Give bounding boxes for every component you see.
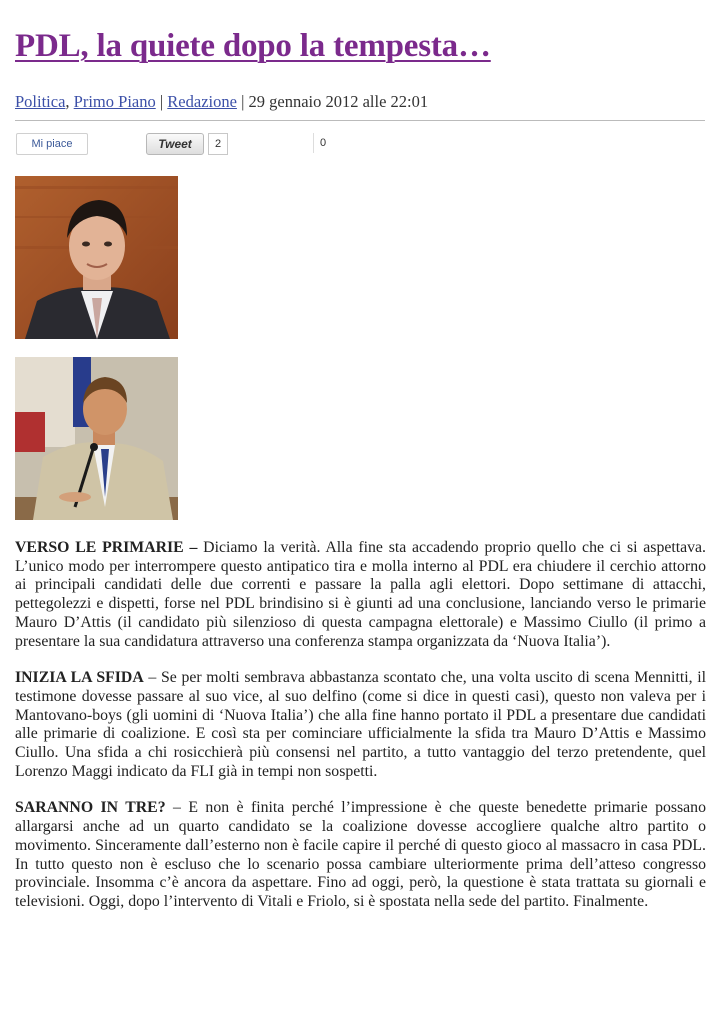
divider — [15, 120, 705, 121]
category-link-primo-piano[interactable]: Primo Piano — [73, 92, 156, 111]
article-body — [15, 539, 706, 930]
meta-separator: | — [236, 92, 249, 111]
like-button[interactable]: Mi piace — [16, 133, 88, 155]
paragraph-text: – Se per molti sembrava abbastanza scontato che, una volta uscito di scena Mennitti, il testimone dovesse passare al suo vice, al suo delfino (come si dice in questi casi), questo non valeva per i Mantovano-boys (gli uomini di ‘Nuova Italia’) che alla fine hanno portato il PDL a presentare due candidati alle primarie di coalizione. E così sta per cominciare ufficialmente la sfida tra Mauro D’Attis e Massimo Ciullo. Una sfida a chi rosicchierà più consensi nel partito, a tutto vantaggio del terzo pretendente, quel Lorenzo Maggi indicato da FLI già in tempi non sospetti. — [15, 669, 707, 780]
paragraph-text: – E non è finita perché l’impressione è che queste benedette primarie possano allargarsi anche ad un quarto candidato se la coalizione dovesse accogliere qualche altro partito o movimento. Sinceramente dall’esterno non è facile capire il perché di questo gioco al massacro in casa PDL. In tutto questo non è escluso che lo scenario possa cambiare ulteriormente prima dell’atteso congresso provinciale. Insomma c’è ancora da aspettare. Fino ad oggi, però, la questione è stata trattata su giornali e televisioni. Oggi, dopo l’intervento di Vitali e Friolo, si è spostata nella sede del partito. Finalmente. — [15, 799, 706, 910]
portrait-image-1 — [15, 176, 178, 339]
tweet-button[interactable]: Tweet — [146, 133, 204, 155]
article-title[interactable]: PDL, la quiete dopo la tempesta… — [15, 28, 491, 64]
portrait-photo-2 — [15, 357, 178, 520]
paragraph-text: Diciamo la verità. Alla fine sta accadendo proprio quello che ci si aspettava. L’unico modo per interrompere questo antipatico tira e molla interno al PDL era chiudere il cerchio attorno ai principali candidati delle due correnti e passare la palla agli elettori. Dopo settimane di attacchi, pettegolezzi e dispetti, forse nel PDL brindisino si è giunti ad una conclusione, lanciando verso le primarie Mauro D’Attis (il candidato più silenzioso di questa campagna elettorale) e Massimo Ciullo (il primo a presentare la sua candidatura attraverso una conferenza stampa organizzata da ‘Nuova Italia’). — [15, 539, 706, 650]
article-meta — [15, 92, 428, 112]
tweet-count: 2 — [208, 133, 228, 155]
meta-comma: , — [65, 92, 74, 111]
paragraph-lead: SARANNO IN TRE? — [15, 799, 166, 817]
paragraph-lead: INIZIA LA SFIDA — [15, 669, 144, 687]
paragraph-lead: VERSO LE PRIMARIE – — [15, 539, 198, 556]
share-count: 0 — [313, 133, 332, 153]
paragraph-verso-le-primarie — [15, 539, 706, 651]
category-link-politica[interactable]: Politica — [15, 92, 66, 111]
meta-separator: | — [155, 92, 168, 111]
portrait-photo-1 — [15, 176, 178, 339]
portrait-image-2 — [15, 357, 178, 520]
paragraph-inizia-la-sfida — [15, 669, 706, 781]
article-date: 29 gennaio 2012 alle 22:01 — [248, 92, 429, 111]
paragraph-saranno-in-tre — [15, 799, 706, 911]
author-link[interactable]: Redazione — [167, 92, 237, 111]
